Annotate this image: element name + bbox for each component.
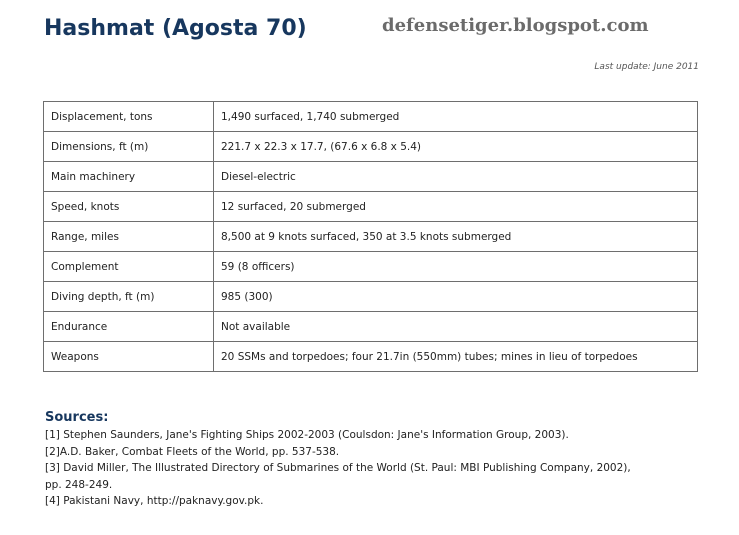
- spec-value: 59 (8 officers): [214, 252, 698, 282]
- spec-value: 221.7 x 22.3 x 17.7, (67.6 x 6.8 x 5.4): [214, 132, 698, 162]
- last-update: Last update: June 2011: [594, 62, 699, 72]
- table-row: [44, 342, 698, 372]
- spec-label: Weapons: [44, 342, 214, 372]
- table-row: [44, 132, 698, 162]
- table-row: [44, 282, 698, 312]
- spec-label: Range, miles: [44, 222, 214, 252]
- sources-heading: Sources:: [45, 410, 109, 425]
- source-item: [1] Stephen Saunders, Jane's Fighting Ships 2002-2003 (Coulsdon: Jane's Information Group, 2003).: [45, 429, 569, 441]
- spec-label: Endurance: [44, 312, 214, 342]
- spec-label: Complement: [44, 252, 214, 282]
- spec-label: Displacement, tons: [44, 102, 214, 132]
- spec-table: [43, 101, 698, 372]
- spec-value: 20 SSMs and torpedoes; four 21.7in (550mm) tubes; mines in lieu of torpedoes: [214, 342, 698, 372]
- table-row: [44, 162, 698, 192]
- spec-value: Not available: [214, 312, 698, 342]
- spec-label: Diving depth, ft (m): [44, 282, 214, 312]
- source-item: pp. 248-249.: [45, 478, 113, 491]
- table-row: [44, 312, 698, 342]
- table-row: [44, 222, 698, 252]
- spec-value: 8,500 at 9 knots surfaced, 350 at 3.5 knots submerged: [214, 222, 698, 252]
- page-title: Hashmat (Agosta 70): [44, 16, 307, 41]
- sources-section: [45, 410, 685, 510]
- site-name[interactable]: defensetiger.blogspot.com: [382, 15, 649, 36]
- spec-label: Speed, knots: [44, 192, 214, 222]
- spec-value: 1,490 surfaced, 1,740 submerged: [214, 102, 698, 132]
- source-item: [4] Pakistani Navy, http://paknavy.gov.pk.: [45, 495, 264, 507]
- spec-value: 12 surfaced, 20 submerged: [214, 192, 698, 222]
- spec-value: Diesel-electric: [214, 162, 698, 192]
- spec-label: Dimensions, ft (m): [44, 132, 214, 162]
- source-item: [3] David Miller, The Illustrated Directory of Submarines of the World (St. Paul: MBI Publishing Company, 2002),: [45, 462, 631, 474]
- spec-value: 985 (300): [214, 282, 698, 312]
- spec-label: Main machinery: [44, 162, 214, 192]
- source-item: [2]A.D. Baker, Combat Fleets of the World, pp. 537-538.: [45, 445, 340, 458]
- table-row: [44, 102, 698, 132]
- table-row: [44, 192, 698, 222]
- table-row: [44, 252, 698, 282]
